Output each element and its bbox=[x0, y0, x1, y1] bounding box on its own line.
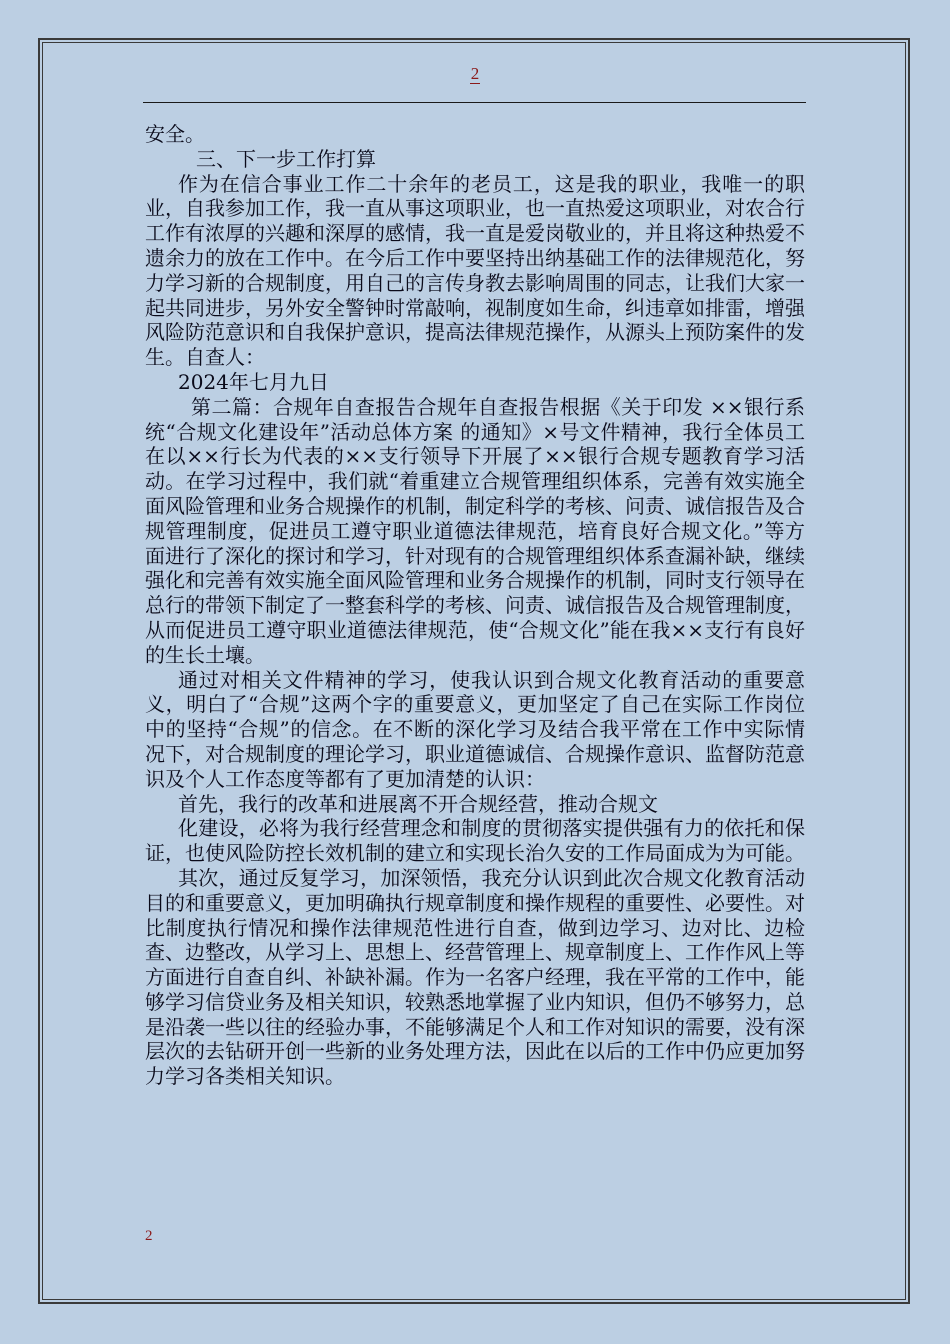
section-heading: 三、下一步工作打算 bbox=[196, 146, 376, 171]
header-page-number-text: 2 bbox=[470, 64, 480, 83]
paragraph: 第二篇：合规年自查报告合规年自查报告根据《关于印发 ××银行系统“合规文化建设年”活动总体方案 的通知》×号文件精神，我行全体员工在以××行长为代表的××支行领导下开展了××银行合规专题教育学习活动。在学习过程中，我们就“着重建立合规管理组织体系，完善有效实施全面风险管理和业务合规操作的机制，制定科学的考核、问责、诚信报告及合规管理制度，促进员工遵守职业道德法律规范，培育良好合规文化。”等方面进行了深化的探讨和学习，针对现有的合规管理组织体系查漏补缺，继续强化和完善有效实施全面风险管理和业务合规操作的机制，同时支行领导在总行的带领下制定了一整套科学的考核、问责、诚信报告及合规管理制度，从而促进员工遵守职业道德法律规范，使“合规文化”能在我××支行有良好的生长土壤。 bbox=[145, 394, 805, 667]
paragraph: 首先，我行的改革和进展离不开合规经营，推动合规文 bbox=[178, 791, 658, 816]
header-page-number bbox=[0, 64, 950, 84]
paragraph: 作为在信合事业工作二十余年的老员工，这是我的职业，我唯一的职业，自我参加工作，我一直从事这项职业，也一直热爱这项职业，对农合行工作有浓厚的兴趣和深厚的感情，我一直是爱岗敬业的，并且将这种热爱不遗余力的放在工作中。在今后工作中要坚持出纳基础工作的法律规范化，努力学习新的合规制度，用自己的言传身教去影响周围的同志，让我们大家一起共同进步，另外安全警钟时常敲响，视制度如生命，纠违章如排雷，增强风险防范意识和自我保护意识，提高法律规范操作，从源头上预防案件的发生。自查人： bbox=[145, 171, 805, 370]
footer-page-number: 2 bbox=[145, 1228, 153, 1244]
paragraph: 其次，通过反复学习，加深领悟，我充分认识到此次合规文化教育活动目的和重要意义，更加明确执行规章制度和操作规程的重要性、必要性。对比制度执行情况和操作法律规范性进行自查，做到边学习、边对比、边检查、边整改，从学习上、思想上、经营管理上、规章制度上、工作作风上等方面进行自查自纠、补缺补漏。作为一名客户经理，我在平常的工作中，能够学习信贷业务及相关知识，较熟悉地掌握了业内知识，但仍不够努力，总是沿袭一些以往的经验办事，不能够满足个人和工作对知识的需要，没有深层次的去钻研开创一些新的业务处理方法，因此在以后的工作中仍应更加努力学习各类相关知识。 bbox=[145, 865, 805, 1089]
header-rule bbox=[143, 102, 806, 103]
document-body bbox=[145, 122, 805, 1089]
paragraph: 通过对相关文件精神的学习，使我认识到合规文化教育活动的重要意义，明白了“合规”这两个字的重要意义，更加坚定了自己在实际工作岗位中的坚持“合规”的信念。在不断的深化学习及结合我平常在工作中实际情况下，对合规制度的理论学习，职业道德诚信、合规操作意识、监督防范意识及个人工作态度等都有了更加清楚的认识： bbox=[145, 667, 805, 791]
paragraph: 安全。 bbox=[145, 122, 205, 146]
paragraph: 化建设，必将为我行经营理念和制度的贯彻落实提供强有力的依托和保证，也使风险防控长效机制的建立和实现长治久安的工作局面成为为可能。 bbox=[145, 816, 805, 866]
date-line: 2024年七月九日 bbox=[178, 369, 329, 394]
